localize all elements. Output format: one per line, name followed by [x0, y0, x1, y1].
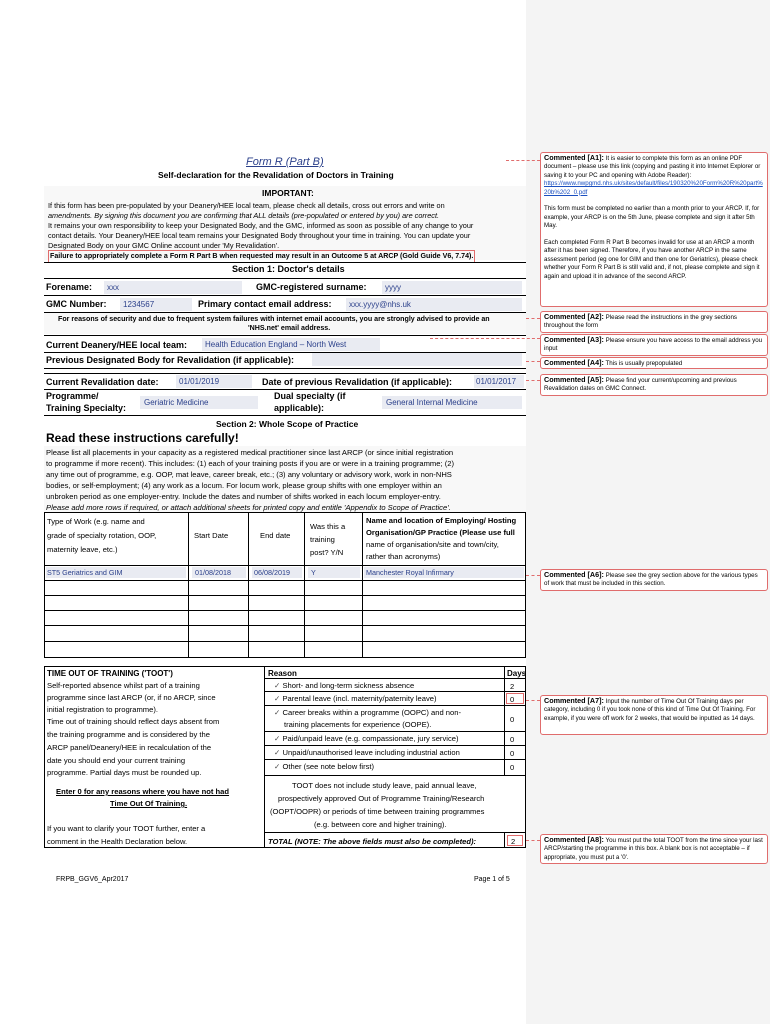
- enter-zero-note: Enter 0 for any reasons where you have not had: [56, 787, 230, 796]
- prev-body-field[interactable]: [312, 353, 522, 366]
- reason-row: ✓ Short- and long-term sickness absence: [274, 681, 415, 690]
- important-line: It remains your own responsibility to keep your Designated Body, and the GMC, informed as soon as possible of any change to your: [48, 221, 474, 230]
- col-type: Type of Work (e.g. name and: [47, 517, 145, 526]
- toot-desc: initial registration to programme).: [47, 705, 158, 714]
- gmc-label: GMC Number:: [46, 299, 107, 309]
- clarify-note: comment in the Health Declaration below.: [47, 837, 188, 846]
- instruction-line: to programme if more recent). This includes: (1) each of your training posts if you are or were in a training programme; (2): [46, 459, 454, 468]
- toot-desc: date you should end your current training: [47, 756, 186, 765]
- dual-label: Dual specialty (if: [274, 391, 346, 401]
- deanery-field[interactable]: Health Education England – North West: [202, 338, 380, 351]
- not-include-note: (OOPT/OOPR) or periods of time between training programmes: [270, 807, 485, 816]
- forename-field[interactable]: xxx: [104, 281, 242, 294]
- total-field[interactable]: 2: [507, 835, 523, 846]
- toot-desc: Self-reported absence whilst part of a training: [47, 681, 200, 690]
- dual-field[interactable]: General Internal Medicine: [382, 396, 522, 409]
- reval-date-label: Current Revalidation date:: [46, 377, 159, 387]
- gmc-field[interactable]: 1234567: [120, 298, 192, 311]
- surname-label: GMC-registered surname:: [256, 282, 367, 292]
- reason-row-cont: training placements for experience (OOPE).: [284, 720, 432, 729]
- row-training[interactable]: Y: [308, 567, 360, 578]
- email-label: Primary contact email address:: [198, 299, 332, 309]
- important-line: contact details. Your Deanery/HEE local team remains your Designated Body throughout your time in training. You can update your: [48, 231, 471, 240]
- important-heading: IMPORTANT:: [262, 188, 314, 198]
- row-start[interactable]: 01/08/2018: [192, 567, 246, 578]
- instruction-line: Please list all placements in your capacity as a registered medical practitioner since last ARCP (or since initial registration: [46, 448, 454, 457]
- prev-reval-field[interactable]: 01/01/2017: [474, 375, 524, 388]
- col-end: End date: [260, 531, 291, 540]
- comment-a3[interactable]: Commented [A3]: Please ensure you have access to the email address you input: [540, 334, 768, 356]
- col-type: grade of specialty rotation, OOP,: [47, 531, 157, 540]
- reason-days[interactable]: 0: [510, 749, 515, 758]
- toot-desc: the training programme and is considered by the: [47, 730, 210, 739]
- reason-days[interactable]: 0: [510, 715, 515, 724]
- section2-heading: Section 2: Whole Scope of Practice: [216, 419, 359, 429]
- col-org: name of organisation/site and town/city,: [366, 540, 499, 549]
- instruction-line: unbroken period as one employer-entry. Include the dates and number of shifts worked in each locum employer-entry.: [46, 492, 441, 501]
- form-link[interactable]: https://www.nwpgmd.nhs.uk/sites/default/files/190320%20Form%20R%20part%20b%202_0.pdf: [544, 180, 763, 196]
- failure-line: Failure to appropriately complete a Form R Part B when requested may result in an Outcome 5 at ARCP (Gold Guide V6, 7.74).: [48, 250, 475, 263]
- toot-desc: Time out of training should reflect days absent from: [47, 717, 220, 726]
- total-label: TOTAL (NOTE: The above fields must also be completed):: [268, 837, 477, 846]
- instruction-line: any time out of programme, e.g. OOP, mat leave, career break, etc.; (3) any voluntary or advisory work, work in non-NHS: [46, 470, 452, 479]
- page-number: Page 1 of 5: [474, 876, 510, 883]
- reason-header: Reason: [268, 669, 297, 678]
- reason-row: ✓ Parental leave (incl. maternity/paternity leave): [274, 694, 437, 703]
- dual-label: applicable):: [274, 403, 325, 413]
- comment-a5[interactable]: Commented [A5]: Please find your current/upcoming and previous Revalidation dates on GMC Connect.: [540, 374, 768, 396]
- reason-days[interactable]: 0: [506, 693, 524, 704]
- not-include-note: (e.g. between core and higher training).: [314, 820, 447, 829]
- important-line: If this form has been pre-populated by your Deanery/HEE local team, please check all details, cross out errors and write on: [48, 201, 445, 210]
- footer-code: FRPB_GGV6_Apr2017: [56, 876, 129, 883]
- prev-body-label: Previous Designated Body for Revalidation (if applicable):: [46, 355, 295, 365]
- reason-days[interactable]: 0: [510, 735, 515, 744]
- reason-row: ✓ Paid/unpaid leave (e.g. compassionate, jury service): [274, 734, 459, 743]
- important-line: amendments. By signing this document you are confirming that ALL details (pre-populated or entered by you) are correct.: [48, 211, 439, 220]
- surname-field[interactable]: yyyy: [382, 281, 522, 294]
- instruction-line: Please add more rows if required, or attach additional sheets for printed copy and entitle 'Appendix to Scope of Practice'.: [46, 503, 451, 512]
- row-type[interactable]: ST5 Geriatrics and GIM: [46, 567, 186, 578]
- security-note: 'NHS.net' email address.: [248, 324, 331, 332]
- reval-date-field[interactable]: 01/01/2019: [176, 375, 252, 388]
- form-subtitle: Self-declaration for the Revalidation of Doctors in Training: [158, 170, 394, 180]
- important-line: Designated Body on your GMC Online account under 'My Revalidation'.: [48, 241, 280, 250]
- toot-desc: programme since last ARCP (or, if no ARCP, since: [47, 693, 216, 702]
- row-end[interactable]: 06/08/2019: [252, 567, 302, 578]
- comment-a8[interactable]: Commented [A8]: You must put the total TOOT from the time since your last ARCP/starting the programme in this box. A blank box is not acceptable – if appropriate, you must put a '0'.: [540, 834, 768, 864]
- forename-label: Forename:: [46, 282, 93, 292]
- col-org: rather than acronyms): [366, 552, 441, 561]
- form-title: Form R (Part B): [246, 156, 324, 168]
- prev-reval-label: Date of previous Revalidation (if applicable):: [262, 377, 453, 387]
- comment-a7[interactable]: Commented [A7]: Input the number of Time Out Of Training days per category, including 0 if you took none of this kind of Time Out Of Training. For example, if you were off work for 2 weeks, that would be inputted as 14 days.: [540, 695, 768, 735]
- col-training: training: [310, 535, 335, 544]
- toot-desc: ARCP panel/Deanery/HEE in recalculation of the: [47, 743, 212, 752]
- col-org: Name and location of Employing/ Hosting: [366, 516, 517, 525]
- col-org: Organisation/GP Practice (Please use full: [366, 528, 515, 537]
- col-start: Start Date: [194, 531, 229, 540]
- reason-days[interactable]: 0: [510, 763, 515, 772]
- not-include-note: TOOT does not include study leave, paid annual leave,: [292, 781, 477, 790]
- clarify-note: If you want to clarify your TOOT further, enter a: [47, 824, 206, 833]
- reason-row: ✓ Other (see note below first): [274, 762, 375, 771]
- toot-desc: programme. Partial days must be rounded up.: [47, 768, 202, 777]
- comment-a2[interactable]: Commented [A2]: Please read the instructions in the grey sections throughout the form: [540, 311, 768, 333]
- toot-heading: TIME OUT OF TRAINING ('TOOT'): [47, 669, 173, 678]
- col-training: post? Y/N: [310, 548, 344, 557]
- comment-a1[interactable]: Commented [A1]: It is easier to complete this form as an online PDF document – please use this link (copying and pasting it into Internet Explorer or saving it to your PC and opening with Adobe Reader): https://www.nwpgmd.nhs.uk/sites/default/files/190320%20Form%20R%20part%20b%202_0.pdf This form must be completed no earlier than a month prior to your ARCP. If, for example, your ARCP is on the 5th June, please complete and sign it after 5th May. Each completed Form R Part B becomes invalid for use at an ARCP a month after it has been signed. Therefore, if you have another ARCP in the same assessment period (eg one for GIM and then one for Geriatrics), please check whether your Form R Part B is still valid and, if not, please complete and sign it again and upload it in advance of the second ARCP.: [540, 152, 768, 307]
- reason-row: ✓ Career breaks within a programme (OOPC) and non-: [274, 708, 462, 717]
- row-org[interactable]: Manchester Royal Infirmary: [364, 567, 524, 578]
- read-instructions-heading: Read these instructions carefully!: [46, 431, 239, 445]
- deanery-label: Current Deanery/HEE local team:: [46, 340, 188, 350]
- section1-heading: Section 1: Doctor's details: [232, 264, 345, 274]
- comment-a4[interactable]: Commented [A4]: This is usually prepopulated: [540, 357, 768, 369]
- email-field[interactable]: xxx.yyyy@nhs.uk: [346, 298, 522, 311]
- programme-field[interactable]: Geriatric Medicine: [140, 396, 258, 409]
- col-type: maternity leave, etc.): [47, 545, 118, 554]
- comment-a6[interactable]: Commented [A6]: Please see the grey section above for the various types of work that must be included in this section.: [540, 569, 768, 591]
- enter-zero-note: Time Out Of Training.: [110, 799, 188, 808]
- reason-days[interactable]: 2: [510, 682, 515, 691]
- programme-label: Programme/: [46, 391, 99, 401]
- not-include-note: prospectively approved Out of Programme Training/Research: [278, 794, 485, 803]
- programme-label: Training Specialty:: [46, 403, 127, 413]
- days-header: Days: [507, 669, 527, 678]
- col-training: Was this a: [310, 522, 346, 531]
- instruction-line: bodies, or self-employment; (4) any work as a locum. For locum work, please group shifts with one employer within an: [46, 481, 442, 490]
- security-note: For reasons of security and due to frequent system failures with internet email accounts, you are strongly advised to provide an: [58, 315, 490, 323]
- reason-row: ✓ Unpaid/unauthorised leave including industrial action: [274, 748, 460, 757]
